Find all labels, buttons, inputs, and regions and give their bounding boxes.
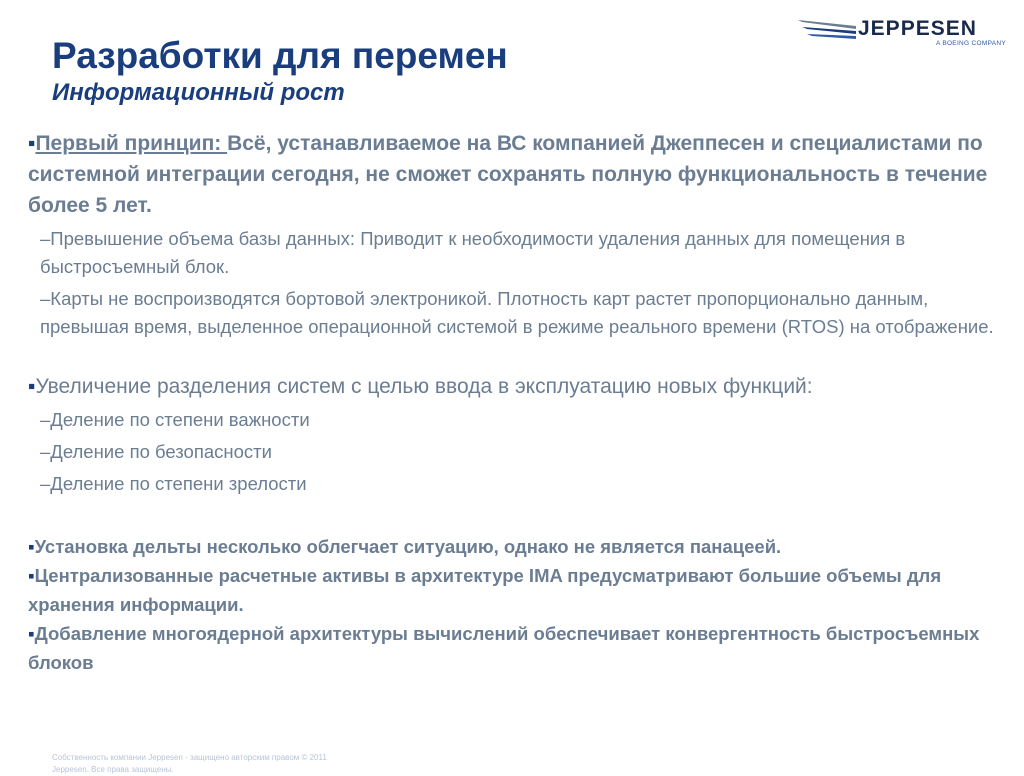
slide-subtitle: Информационный рост	[52, 79, 345, 106]
dash-marker: –	[40, 228, 51, 249]
dash-marker: –	[40, 288, 51, 309]
jeppesen-logo	[798, 14, 1008, 50]
first-principle-text: Всё, устанавливаемое на ВС компанией Джеппесен и специалистами по системной интеграции сегодня, не сможет сохранять полную функциональность в течение более 5 лет.	[28, 132, 988, 217]
bullet-first-principle	[28, 128, 1014, 221]
dash-marker: –	[40, 409, 51, 430]
bullet-marker-icon: ▪	[28, 132, 36, 155]
bullet-marker-icon: ▪	[28, 623, 35, 644]
bullet-marker-icon: ▪	[28, 375, 36, 398]
slide-body	[28, 128, 1014, 677]
first-principle-lead: Первый принцип:	[35, 132, 228, 155]
logo-tagline: A BOEING COMPANY	[935, 40, 1006, 47]
logo-wordmark: JEPPESEN	[858, 17, 977, 40]
bullet-text: Установка дельты несколько облегчает ситуацию, однако не является панацеей.	[34, 536, 782, 557]
sub-bullet-charts	[40, 285, 1014, 341]
system-separation-text: Увеличение разделения систем с целью ввода в эксплуатацию новых функций:	[35, 375, 813, 398]
sub-bullet-text: Деление по безопасности	[50, 441, 272, 462]
bullet-multicore	[28, 619, 1014, 677]
sub-bullet-text: Превышение объема базы данных: Приводит к необходимости удаления данных для помещения в быстросъемный блок.	[40, 228, 906, 277]
copyright-footer: Собственность компании Jeppesen - защищено авторским правом © 2011 Jeppesen. Все права защищены.	[52, 753, 327, 774]
dash-marker: –	[40, 441, 51, 462]
bullet-marker-icon: ▪	[28, 565, 35, 586]
sub-bullet-text: Деление по степени важности	[50, 409, 310, 430]
dash-marker: –	[40, 473, 51, 494]
sub-bullet-security	[40, 438, 1014, 466]
bullet-delta	[28, 532, 1014, 561]
bullet-text: Добавление многоядерной архитектуры вычислений обеспечивает конвергентность быстросъемных блоков	[28, 623, 980, 673]
bullet-ima	[28, 561, 1014, 619]
bullet-text: Централизованные расчетные активы в архитектуре IMA предусматривают большие объемы для хранения информации.	[28, 565, 942, 615]
bullet-system-separation	[28, 371, 1014, 402]
slide-title: Разработки для перемен	[52, 35, 508, 76]
sub-bullet-criticality	[40, 406, 1014, 434]
jeppesen-swoosh-icon	[798, 16, 860, 46]
sub-bullet-text: Деление по степени зрелости	[50, 473, 307, 494]
sub-bullet-maturity	[40, 470, 1014, 498]
bullet-marker-icon: ▪	[28, 536, 35, 557]
sub-bullet-database	[40, 225, 1014, 281]
sub-bullet-text: Карты не воспроизводятся бортовой электроникой. Плотность карт растет пропорционально данным, превышая время, выделенное операционной системой в режиме реального времени (RTOS) на отображение.	[40, 288, 994, 337]
